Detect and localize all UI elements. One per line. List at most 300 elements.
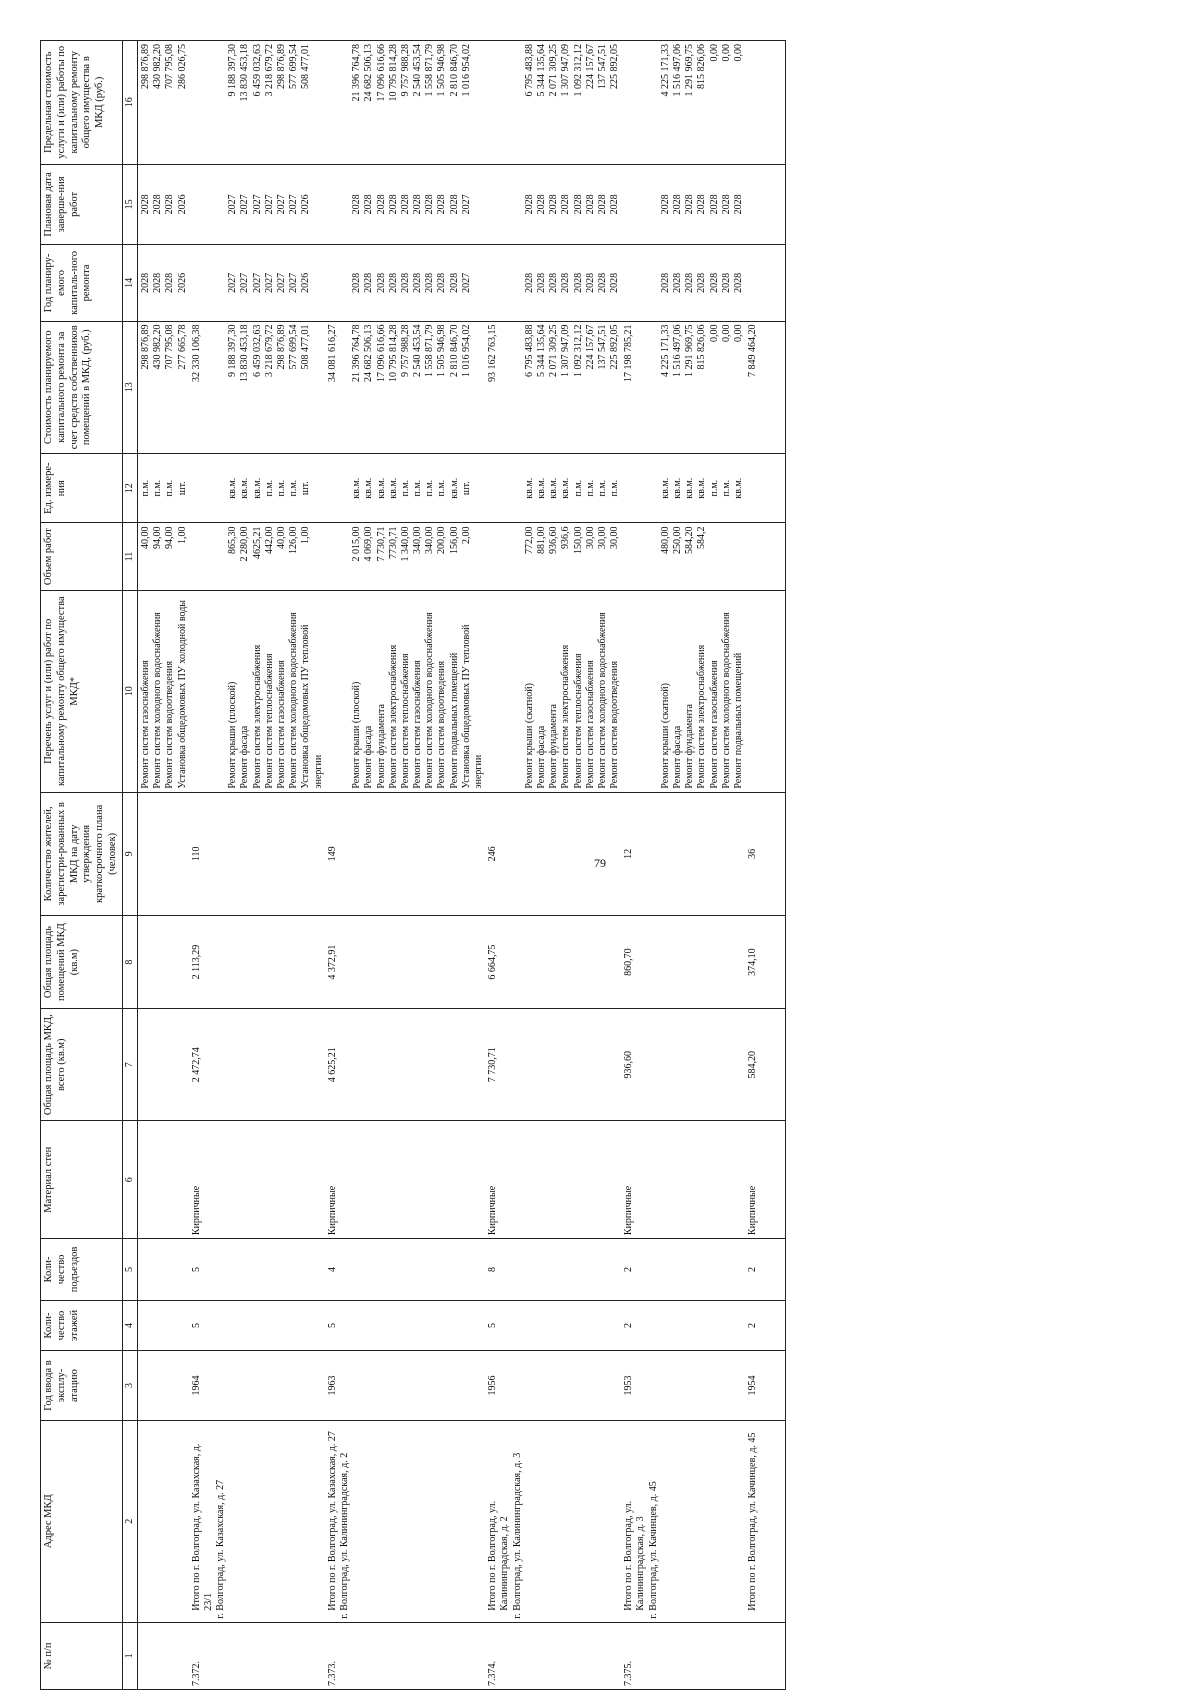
empty-cell bbox=[449, 1239, 461, 1301]
work-cost: 6 459 032,63 bbox=[252, 321, 264, 453]
empty-cell bbox=[140, 792, 152, 915]
building-row bbox=[485, 41, 524, 1690]
work-row bbox=[164, 41, 176, 1690]
completion-date: 2026 bbox=[300, 164, 324, 245]
work-volume: 30,00 bbox=[597, 523, 609, 590]
empty-cell bbox=[252, 792, 264, 915]
empty-cell bbox=[239, 1239, 251, 1301]
limit-cost bbox=[189, 41, 228, 165]
empty-cell bbox=[164, 1351, 176, 1421]
empty-cell bbox=[660, 1420, 672, 1622]
completion-date: 2027 bbox=[288, 164, 300, 245]
empty-cell bbox=[696, 792, 708, 915]
empty-cell bbox=[363, 916, 375, 1009]
row-number: 7.373. bbox=[325, 1622, 351, 1689]
empty-cell bbox=[449, 1300, 461, 1350]
work-cost: 224 157,67 bbox=[585, 321, 597, 453]
empty-cell bbox=[152, 1351, 164, 1421]
empty-cell bbox=[733, 1420, 745, 1622]
completion-date: 2028 bbox=[609, 164, 621, 245]
work-unit: кв.м. bbox=[548, 453, 560, 523]
total-label: Итого по г. Волгоград, ул. Казахская, д. 27 bbox=[326, 1431, 338, 1611]
work-row bbox=[585, 41, 597, 1690]
empty-cell bbox=[288, 1420, 300, 1622]
work-name: Ремонт систем холодного водоснабжения bbox=[721, 590, 733, 792]
empty-cell bbox=[152, 1622, 164, 1689]
limit-cost: 0,00 bbox=[709, 41, 721, 165]
empty-cell bbox=[573, 1009, 585, 1121]
empty-cell bbox=[288, 1351, 300, 1421]
empty-cell bbox=[461, 1239, 485, 1301]
limit-cost: 225 892,05 bbox=[609, 41, 621, 165]
work-volume: 30,00 bbox=[585, 523, 597, 590]
repair-year: 2028 bbox=[388, 245, 400, 321]
empty-cell bbox=[449, 1622, 461, 1689]
row-number: 7.375. bbox=[621, 1622, 660, 1689]
empty-cell bbox=[424, 1239, 436, 1301]
completion-date: 2028 bbox=[684, 164, 696, 245]
limit-cost: 2 071 309,25 bbox=[548, 41, 560, 165]
work-row bbox=[597, 41, 609, 1690]
work-volume: 865,30 bbox=[227, 523, 239, 590]
work-unit: п.м. bbox=[597, 453, 609, 523]
empty-cell bbox=[164, 792, 176, 915]
empty-cell bbox=[733, 792, 745, 915]
empty-cell bbox=[376, 1239, 388, 1301]
empty-cell bbox=[597, 1622, 609, 1689]
limit-cost: 2 540 453,54 bbox=[412, 41, 424, 165]
empty-cell bbox=[709, 1121, 721, 1239]
empty-cell bbox=[140, 916, 152, 1009]
column-number-row bbox=[122, 41, 137, 1690]
empty-cell bbox=[449, 792, 461, 915]
work-cost: 3 218 679,72 bbox=[264, 321, 276, 453]
work-row bbox=[351, 41, 363, 1690]
empty-cell bbox=[400, 792, 412, 915]
empty-cell bbox=[363, 1239, 375, 1301]
empty-cell bbox=[573, 1351, 585, 1421]
limit-cost: 1 016 954,02 bbox=[461, 41, 485, 165]
empty-cell bbox=[461, 1121, 485, 1239]
rooms-area: 2 113,29 bbox=[189, 916, 228, 1009]
empty-cell bbox=[759, 523, 786, 590]
limit-cost: 24 682 506,13 bbox=[363, 41, 375, 165]
work-unit bbox=[189, 453, 228, 523]
limit-cost: 430 982,20 bbox=[152, 41, 164, 165]
empty-cell bbox=[709, 1420, 721, 1622]
floors-count: 5 bbox=[189, 1300, 228, 1350]
limit-cost: 0,00 bbox=[721, 41, 733, 165]
work-unit: кв.м. bbox=[524, 453, 536, 523]
work-volume bbox=[189, 523, 228, 590]
repair-year: 2028 bbox=[696, 245, 708, 321]
repair-year: 2028 bbox=[524, 245, 536, 321]
column-number: 12 bbox=[122, 453, 137, 523]
empty-cell bbox=[461, 916, 485, 1009]
empty-cell bbox=[585, 1121, 597, 1239]
completion-date bbox=[745, 164, 759, 245]
building-address bbox=[189, 1420, 228, 1622]
empty-cell bbox=[152, 792, 164, 915]
empty-cell bbox=[252, 1351, 264, 1421]
empty-cell bbox=[436, 916, 448, 1009]
repair-year: 2027 bbox=[227, 245, 239, 321]
work-cost: 1 307 947,09 bbox=[560, 321, 572, 453]
completion-date: 2028 bbox=[376, 164, 388, 245]
table-bottom-row bbox=[759, 41, 786, 1690]
repair-year: 2027 bbox=[264, 245, 276, 321]
column-number: 7 bbox=[122, 1009, 137, 1121]
work-cost: 298 876,89 bbox=[140, 321, 152, 453]
completion-date: 2028 bbox=[351, 164, 363, 245]
empty-cell bbox=[696, 1239, 708, 1301]
work-unit bbox=[745, 453, 759, 523]
entrances-count: 5 bbox=[189, 1239, 228, 1301]
work-row bbox=[239, 41, 251, 1690]
limit-cost: 6 795 483,88 bbox=[524, 41, 536, 165]
empty-cell bbox=[239, 1351, 251, 1421]
repair-year: 2028 bbox=[609, 245, 621, 321]
limit-cost: 2 810 846,70 bbox=[449, 41, 461, 165]
empty-cell bbox=[759, 1239, 786, 1301]
empty-cell bbox=[177, 1009, 189, 1121]
empty-cell bbox=[672, 792, 684, 915]
repair-year: 2026 bbox=[300, 245, 324, 321]
empty-cell bbox=[609, 792, 621, 915]
empty-cell bbox=[536, 1009, 548, 1121]
limit-cost: 3 218 679,72 bbox=[264, 41, 276, 165]
empty-cell bbox=[288, 1622, 300, 1689]
work-name: Ремонт крыши (скатной) bbox=[660, 590, 672, 792]
work-volume: 480,00 bbox=[660, 523, 672, 590]
empty-cell bbox=[560, 792, 572, 915]
empty-cell bbox=[288, 1239, 300, 1301]
empty-cell bbox=[536, 1239, 548, 1301]
work-row bbox=[276, 41, 288, 1690]
empty-cell bbox=[609, 1009, 621, 1121]
empty-cell bbox=[721, 1300, 733, 1350]
total-label: Итого по г. Волгоград, ул. Калининградская, д. 3 bbox=[623, 1501, 647, 1611]
empty-cell bbox=[524, 1420, 536, 1622]
limit-cost: 0,00 bbox=[733, 41, 745, 165]
header-cell: Ед. измере-ния bbox=[41, 453, 123, 523]
empty-cell bbox=[351, 1009, 363, 1121]
empty-cell bbox=[351, 916, 363, 1009]
empty-cell bbox=[300, 1239, 324, 1301]
empty-cell bbox=[164, 1239, 176, 1301]
wall-material: Кирпичные bbox=[189, 1121, 228, 1239]
work-cost: 508 477,01 bbox=[300, 321, 324, 453]
empty-cell bbox=[585, 1420, 597, 1622]
empty-cell bbox=[696, 1300, 708, 1350]
empty-cell bbox=[560, 1300, 572, 1350]
column-number: 15 bbox=[122, 164, 137, 245]
entrances-count: 2 bbox=[745, 1239, 759, 1301]
empty-cell bbox=[177, 1420, 189, 1622]
empty-cell bbox=[388, 792, 400, 915]
empty-cell bbox=[597, 1121, 609, 1239]
completion-date: 2028 bbox=[536, 164, 548, 245]
empty-cell bbox=[363, 792, 375, 915]
work-volume bbox=[721, 523, 733, 590]
work-volume: 2 280,00 bbox=[239, 523, 251, 590]
empty-cell bbox=[363, 1420, 375, 1622]
empty-cell bbox=[252, 1009, 264, 1121]
empty-cell bbox=[721, 1239, 733, 1301]
empty-cell bbox=[524, 916, 536, 1009]
empty-cell bbox=[436, 1300, 448, 1350]
work-cost: 430 982,20 bbox=[152, 321, 164, 453]
header-cell: Общая площадь помещений МКД (кв.м) bbox=[41, 916, 123, 1009]
work-row bbox=[412, 41, 424, 1690]
empty-cell bbox=[388, 1239, 400, 1301]
empty-cell bbox=[672, 1239, 684, 1301]
empty-cell bbox=[376, 1009, 388, 1121]
empty-cell bbox=[759, 1300, 786, 1350]
empty-cell bbox=[140, 1121, 152, 1239]
empty-cell bbox=[684, 916, 696, 1009]
wall-material: Кирпичные bbox=[485, 1121, 524, 1239]
empty-cell bbox=[400, 1420, 412, 1622]
empty-cell bbox=[709, 1622, 721, 1689]
empty-cell bbox=[684, 1239, 696, 1301]
empty-cell bbox=[660, 1009, 672, 1121]
empty-cell bbox=[560, 1420, 572, 1622]
work-unit: п.м. bbox=[140, 453, 152, 523]
limit-cost: 1 516 497,06 bbox=[672, 41, 684, 165]
empty-cell bbox=[759, 916, 786, 1009]
empty-cell bbox=[424, 1300, 436, 1350]
empty-cell bbox=[276, 792, 288, 915]
completion-date: 2028 bbox=[696, 164, 708, 245]
work-cost: 10 795 814,28 bbox=[388, 321, 400, 453]
empty-cell bbox=[300, 1622, 324, 1689]
building-row bbox=[745, 41, 759, 1690]
empty-cell bbox=[759, 245, 786, 321]
completion-date: 2028 bbox=[164, 164, 176, 245]
repair-year: 2027 bbox=[239, 245, 251, 321]
limit-cost bbox=[621, 41, 660, 165]
work-unit: кв.м. bbox=[536, 453, 548, 523]
residents-count: 149 bbox=[325, 792, 351, 915]
empty-cell bbox=[573, 1420, 585, 1622]
empty-cell bbox=[388, 1622, 400, 1689]
header-cell: Материал стен bbox=[41, 1121, 123, 1239]
limit-cost: 298 876,89 bbox=[140, 41, 152, 165]
empty-cell bbox=[573, 916, 585, 1009]
empty-cell bbox=[351, 1121, 363, 1239]
limit-cost: 1 092 312,12 bbox=[573, 41, 585, 165]
empty-cell bbox=[412, 1420, 424, 1622]
empty-cell bbox=[524, 1300, 536, 1350]
empty-cell bbox=[597, 1009, 609, 1121]
completion-date: 2028 bbox=[140, 164, 152, 245]
work-name bbox=[189, 590, 228, 792]
header-cell: Перечень услуг и (или) работ по капитальному ремонту общего имущества МКД* bbox=[41, 590, 123, 792]
empty-cell bbox=[672, 1622, 684, 1689]
repair-year bbox=[621, 245, 660, 321]
work-volume: 40,00 bbox=[276, 523, 288, 590]
work-unit: п.м. bbox=[709, 453, 721, 523]
column-number: 10 bbox=[122, 590, 137, 792]
work-volume: 936,6 bbox=[560, 523, 572, 590]
limit-cost: 4 225 171,33 bbox=[660, 41, 672, 165]
work-name: Ремонт систем водоотведения bbox=[436, 590, 448, 792]
repair-year: 2028 bbox=[585, 245, 597, 321]
work-unit: кв.м. bbox=[733, 453, 745, 523]
empty-cell bbox=[252, 1622, 264, 1689]
empty-cell bbox=[597, 792, 609, 915]
work-cost: 1 291 969,75 bbox=[684, 321, 696, 453]
empty-cell bbox=[684, 792, 696, 915]
work-name: Ремонт подвальных помещений bbox=[449, 590, 461, 792]
work-cost: 577 699,54 bbox=[288, 321, 300, 453]
repair-year: 2028 bbox=[424, 245, 436, 321]
empty-cell bbox=[227, 1239, 239, 1301]
address-text: г. Волгоград, ул. Казахская, д. 27 bbox=[215, 1479, 227, 1619]
limit-cost: 1 505 946,98 bbox=[436, 41, 448, 165]
work-name: Ремонт систем газоснабжения bbox=[276, 590, 288, 792]
work-unit bbox=[621, 453, 660, 523]
completion-date: 2027 bbox=[252, 164, 264, 245]
work-name: Ремонт крыши (плоской) bbox=[227, 590, 239, 792]
empty-cell bbox=[424, 1121, 436, 1239]
empty-cell bbox=[449, 1420, 461, 1622]
commission-year: 1963 bbox=[325, 1351, 351, 1421]
work-volume: 94,00 bbox=[152, 523, 164, 590]
empty-cell bbox=[548, 1300, 560, 1350]
limit-cost bbox=[485, 41, 524, 165]
empty-cell bbox=[227, 792, 239, 915]
empty-cell bbox=[536, 1351, 548, 1421]
empty-cell bbox=[412, 1121, 424, 1239]
empty-cell bbox=[560, 1622, 572, 1689]
empty-cell bbox=[548, 1622, 560, 1689]
completion-date: 2028 bbox=[733, 164, 745, 245]
empty-cell bbox=[376, 792, 388, 915]
empty-cell bbox=[239, 1121, 251, 1239]
commission-year: 1954 bbox=[745, 1351, 759, 1421]
limit-cost: 1 291 969,75 bbox=[684, 41, 696, 165]
header-row bbox=[41, 41, 123, 1690]
empty-cell bbox=[536, 792, 548, 915]
building-row bbox=[189, 41, 228, 1690]
empty-cell bbox=[560, 1351, 572, 1421]
work-unit: кв.м. bbox=[363, 453, 375, 523]
empty-cell bbox=[684, 1420, 696, 1622]
work-volume: 340,00 bbox=[424, 523, 436, 590]
empty-cell bbox=[276, 916, 288, 1009]
empty-cell bbox=[759, 321, 786, 453]
empty-cell bbox=[264, 1351, 276, 1421]
empty-cell bbox=[164, 1009, 176, 1121]
work-name bbox=[325, 590, 351, 792]
empty-cell bbox=[461, 1009, 485, 1121]
empty-cell bbox=[400, 1239, 412, 1301]
header-cell: № п/п bbox=[41, 1622, 123, 1689]
empty-cell bbox=[264, 1300, 276, 1350]
empty-cell bbox=[388, 1351, 400, 1421]
work-unit: кв.м. bbox=[351, 453, 363, 523]
limit-cost: 9 757 988,28 bbox=[400, 41, 412, 165]
column-number: 4 bbox=[122, 1300, 137, 1350]
work-unit: п.м. bbox=[573, 453, 585, 523]
work-name: Ремонт систем теплоснабжения bbox=[264, 590, 276, 792]
work-name: Ремонт систем холодного водоснабжения bbox=[288, 590, 300, 792]
empty-cell bbox=[276, 1351, 288, 1421]
empty-cell bbox=[388, 1121, 400, 1239]
completion-date: 2028 bbox=[152, 164, 164, 245]
empty-cell bbox=[524, 1622, 536, 1689]
work-unit: кв.м. bbox=[684, 453, 696, 523]
empty-cell bbox=[560, 1009, 572, 1121]
empty-cell bbox=[660, 1351, 672, 1421]
work-cost: 4 225 171,33 bbox=[660, 321, 672, 453]
empty-cell bbox=[412, 1009, 424, 1121]
work-cost: 0,00 bbox=[721, 321, 733, 453]
work-volume: 4 069,00 bbox=[363, 523, 375, 590]
floors-count: 2 bbox=[621, 1300, 660, 1350]
empty-cell bbox=[709, 1239, 721, 1301]
work-unit: п.м. bbox=[424, 453, 436, 523]
work-name: Ремонт систем газоснабжения bbox=[140, 590, 152, 792]
work-row bbox=[560, 41, 572, 1690]
empty-cell bbox=[733, 1351, 745, 1421]
work-name: Ремонт фасада bbox=[363, 590, 375, 792]
empty-cell bbox=[609, 1121, 621, 1239]
empty-cell bbox=[672, 1121, 684, 1239]
work-cost: 2 540 453,54 bbox=[412, 321, 424, 453]
empty-cell bbox=[548, 916, 560, 1009]
empty-cell bbox=[597, 1239, 609, 1301]
work-volume bbox=[485, 523, 524, 590]
work-name: Ремонт фасада bbox=[239, 590, 251, 792]
work-cost: 17 096 616,66 bbox=[376, 321, 388, 453]
empty-cell bbox=[597, 916, 609, 1009]
empty-cell bbox=[709, 1300, 721, 1350]
completion-date: 2028 bbox=[400, 164, 412, 245]
work-row bbox=[227, 41, 239, 1690]
empty-cell bbox=[252, 1420, 264, 1622]
header-cell: Адрес МКД bbox=[41, 1420, 123, 1622]
completion-date bbox=[621, 164, 660, 245]
empty-cell bbox=[436, 1009, 448, 1121]
empty-cell bbox=[363, 1009, 375, 1121]
building-address bbox=[745, 1420, 759, 1622]
empty-cell bbox=[597, 1300, 609, 1350]
work-unit: п.м. bbox=[164, 453, 176, 523]
completion-date: 2028 bbox=[524, 164, 536, 245]
empty-cell bbox=[436, 1351, 448, 1421]
completion-date: 2028 bbox=[573, 164, 585, 245]
work-volume: 126,00 bbox=[288, 523, 300, 590]
empty-cell bbox=[672, 1420, 684, 1622]
repair-year bbox=[485, 245, 524, 321]
empty-cell bbox=[684, 1009, 696, 1121]
header-cell: Плановая дата заверше-ния работ bbox=[41, 164, 123, 245]
work-volume: 340,00 bbox=[412, 523, 424, 590]
entrances-count: 2 bbox=[621, 1239, 660, 1301]
repair-year: 2027 bbox=[461, 245, 485, 321]
header-cell: Объем работ bbox=[41, 523, 123, 590]
work-unit: шт. bbox=[300, 453, 324, 523]
empty-cell bbox=[609, 1351, 621, 1421]
work-volume: 94,00 bbox=[164, 523, 176, 590]
work-name: Ремонт подвальных помещений bbox=[733, 590, 745, 792]
work-unit: кв.м. bbox=[239, 453, 251, 523]
work-unit: шт. bbox=[177, 453, 189, 523]
completion-date: 2028 bbox=[412, 164, 424, 245]
